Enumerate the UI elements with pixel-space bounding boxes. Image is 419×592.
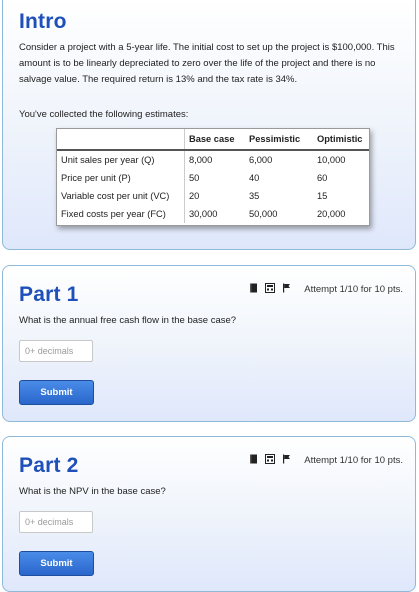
part2-title: Part 2 xyxy=(19,454,79,477)
flag-icon[interactable] xyxy=(282,454,291,467)
part1-answer-input[interactable] xyxy=(19,340,93,362)
table-cell: 6,000 xyxy=(249,155,273,165)
table-cell: 10,000 xyxy=(317,155,346,165)
intro-paragraph: Consider a project with a 5-year life. The initial cost to set up the project is $100,000. This amount is to be linearly depreciated to zero over the life of the project and there is no salvage value. The required return is 13% and the tax rate is 34%. xyxy=(19,42,395,85)
table-cell: 40 xyxy=(249,173,260,183)
part2-question: What is the NPV in the base case? xyxy=(19,486,166,497)
part2-card xyxy=(2,436,416,592)
flag-icon[interactable] xyxy=(282,283,291,296)
table-cell: 20,000 xyxy=(317,209,346,219)
table-cell: 20 xyxy=(189,191,200,201)
book-icon[interactable] xyxy=(249,454,258,467)
table-cell: 15 xyxy=(317,191,328,201)
table-cell: Price per unit (P) xyxy=(57,169,185,187)
part2-answer-input[interactable] xyxy=(19,511,93,533)
estimates-table xyxy=(56,128,370,226)
table-cell: 60 xyxy=(317,173,328,183)
attempt-counter: Attempt 1/10 for 10 pts. xyxy=(304,284,403,295)
table-cell: 50,000 xyxy=(249,209,278,219)
calculator-icon[interactable] xyxy=(265,454,275,467)
table-row xyxy=(57,169,369,187)
part1-toolbar xyxy=(249,283,403,296)
intro-estimates-label: You've collected the following estimates: xyxy=(19,109,189,120)
table-header: Optimistic xyxy=(313,129,369,150)
table-header: Base case xyxy=(185,129,246,150)
part1-card xyxy=(2,265,416,422)
part1-submit-button[interactable]: Submit xyxy=(19,380,94,405)
table-header xyxy=(57,129,185,150)
table-row xyxy=(57,205,369,223)
calculator-icon[interactable] xyxy=(265,283,275,296)
table-cell: Fixed costs per year (FC) xyxy=(57,205,185,223)
table-row xyxy=(57,150,369,169)
intro-card xyxy=(2,0,416,250)
part1-question: What is the annual free cash flow in the base case? xyxy=(19,315,237,326)
part1-title: Part 1 xyxy=(19,283,79,306)
table-cell: Unit sales per year (Q) xyxy=(57,150,185,169)
table-cell: 8,000 xyxy=(189,155,213,165)
part2-submit-button[interactable]: Submit xyxy=(19,551,94,576)
book-icon[interactable] xyxy=(249,283,258,296)
table-cell: 35 xyxy=(249,191,260,201)
table-cell: 50 xyxy=(189,173,200,183)
intro-title: Intro xyxy=(19,10,67,33)
table-cell: 30,000 xyxy=(189,209,218,219)
attempt-counter: Attempt 1/10 for 10 pts. xyxy=(304,455,403,466)
table-row xyxy=(57,187,369,205)
part2-toolbar xyxy=(249,454,403,467)
table-header: Pessimistic xyxy=(245,129,313,150)
table-cell: Variable cost per unit (VC) xyxy=(57,187,185,205)
table-header-row xyxy=(57,129,369,150)
